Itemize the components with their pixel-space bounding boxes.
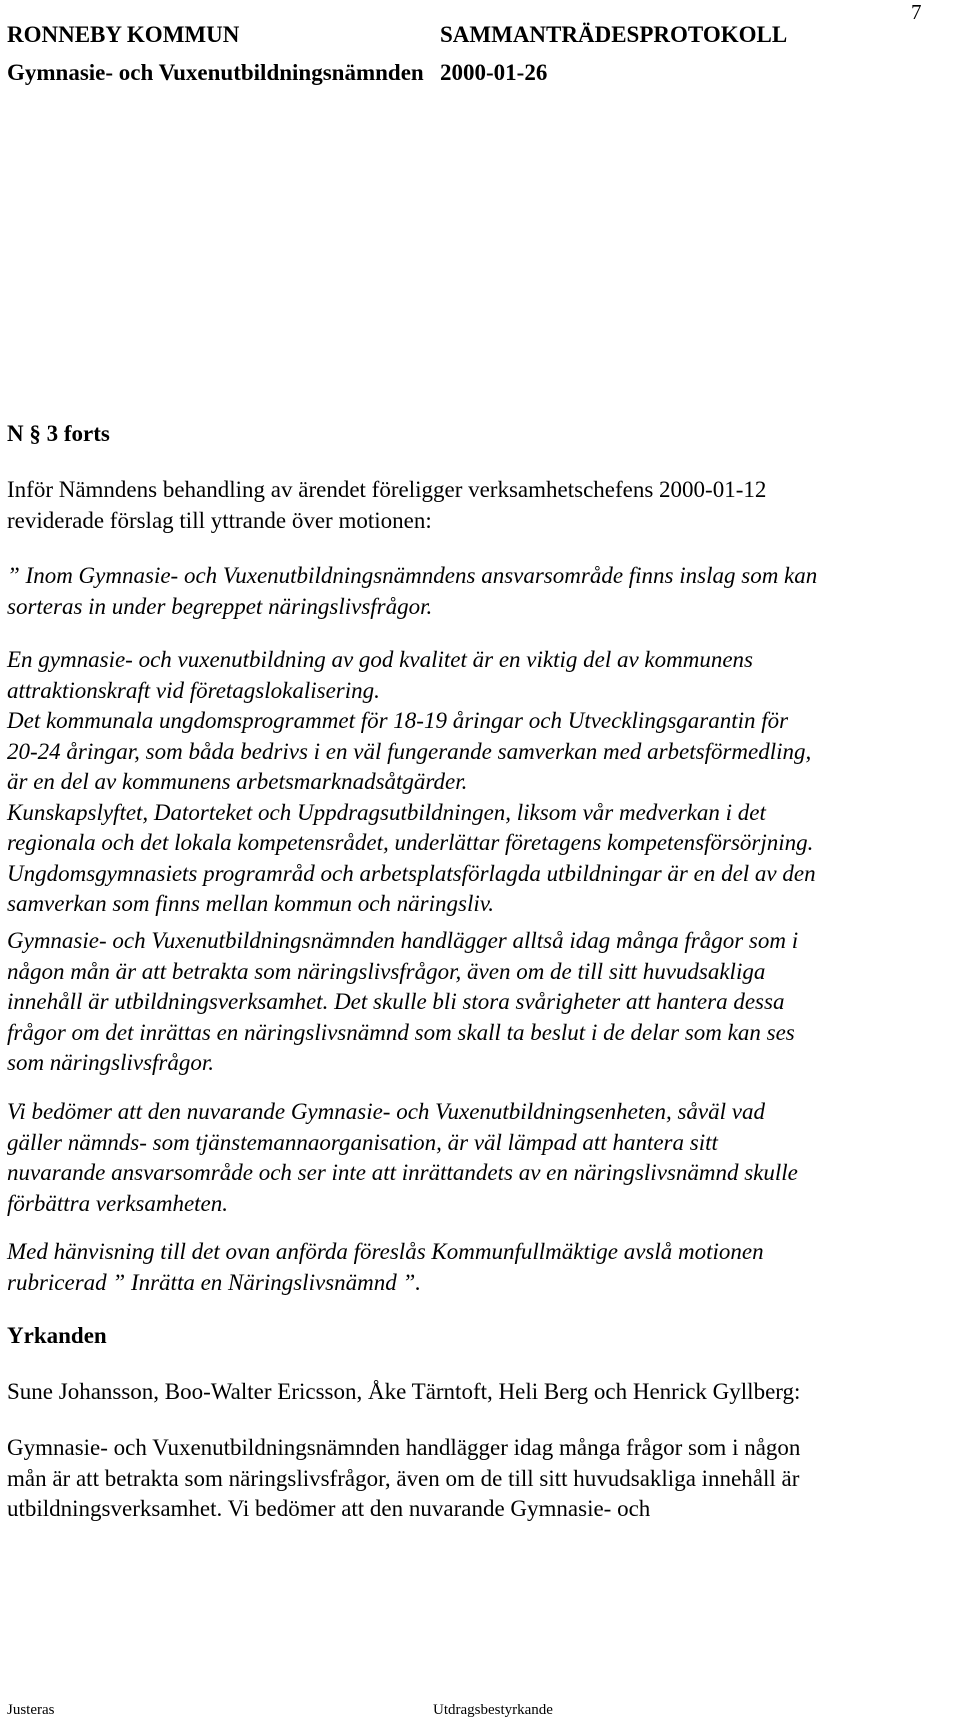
footer-justeras: Justeras [7, 1702, 55, 1718]
text-line: ” Inom Gymnasie- och Vuxenutbildningsnämndens ansvarsområde finns inslag som kan [7, 563, 818, 588]
quote-paragraph-2 [7, 645, 947, 920]
document-type: SAMMANTRÄDESPROTOKOLL [440, 22, 788, 47]
municipality-name: RONNEBY KOMMUN [7, 22, 240, 47]
text-line: som näringslivsfrågor. [7, 1050, 215, 1075]
text-line: samverkan som finns mellan kommun och näringsliv. [7, 891, 494, 916]
text-line: 20-24 åringar, som båda bedrivs i en väl fungerande samverkan med arbetsförmedling, [7, 738, 812, 764]
text-line: regionala och det lokala kompetensrådet, underlättar företagens kompetensförsörjning. [7, 830, 814, 855]
text-line: utbildningsverksamhet. Vi bedömer att den nuvarande Gymnasie- och [7, 1496, 651, 1521]
text-line: mån är att betrakta som näringslivsfrågor, även om de till sitt huvudsakliga innehåll är [7, 1465, 800, 1491]
text-line: attraktionskraft vid företagslokalisering. [7, 677, 380, 703]
text-line: Vi bedömer att den nuvarande Gymnasie- och Vuxenutbildningsenheten, såväl vad [7, 1099, 765, 1124]
text-line: Det kommunala ungdomsprogrammet för 18-19 åringar och Utvecklingsgarantin för [7, 708, 789, 733]
quote-paragraph-4 [7, 1097, 947, 1219]
text-line: Kunskapslyftet, Datorteket och Uppdragsutbildningen, liksom vår medverkan i det [7, 799, 766, 825]
quote-paragraph-5 [7, 1237, 947, 1298]
text-line: Gymnasie- och Vuxenutbildningsnämnden handlägger alltså idag många frågor som i [7, 928, 799, 953]
text-line: En gymnasie- och vuxenutbildning av god kvalitet är en viktig del av kommunens [7, 647, 754, 672]
text-line: Inför Nämndens behandling av ärendet föreligger verksamhetschefens 2000-01-12 [7, 477, 767, 502]
text-line: innehåll är utbildningsverksamhet. Det skulle bli stora svårigheter att hantera dessa [7, 989, 785, 1014]
text-line: reviderade förslag till yttrande över motionen: [7, 507, 432, 533]
yrkanden-heading: Yrkanden [7, 1323, 107, 1348]
intro-paragraph [7, 475, 947, 536]
page-number: 7 [911, 0, 922, 24]
quote-paragraph-1 [7, 561, 947, 622]
header-line-2 [7, 60, 548, 86]
header-line-1 [7, 22, 788, 48]
meeting-date: 2000-01-26 [440, 60, 548, 85]
quote-paragraph-3 [7, 926, 947, 1079]
text-line: nuvarande ansvarsområde och ser inte att inrättandets av en näringslivsnämnd skulle [7, 1160, 798, 1185]
text-line: Gymnasie- och Vuxenutbildningsnämnden handlägger idag många frågor som i någon [7, 1435, 801, 1460]
yrkanden-proposers: Sune Johansson, Boo-Walter Ericsson, Åke Tärntoft, Heli Berg och Henrick Gyllberg: [7, 1379, 801, 1404]
text-line: sorteras in under begreppet näringslivsfrågor. [7, 593, 433, 619]
text-line: frågor om det inrättas en näringslivsnämnd som skall ta beslut i de delar som kan ses [7, 1019, 795, 1045]
text-line: rubricerad ” Inrätta en Näringslivsnämnd ”. [7, 1269, 422, 1295]
text-line: förbättra verksamheten. [7, 1190, 229, 1216]
text-line: är en del av kommunens arbetsmarknadsåtgärder. [7, 769, 468, 794]
section-heading: N § 3 forts [7, 421, 110, 446]
footer-utdragsbestyrkande: Utdragsbestyrkande [433, 1702, 553, 1718]
text-line: Ungdomsgymnasiets programråd och arbetsplatsförlagda utbildningar är en del av den [7, 860, 816, 886]
text-line: någon mån är att betrakta som näringslivsfrågor, även om de till sitt huvudsakliga [7, 958, 766, 984]
yrkanden-text [7, 1433, 947, 1525]
board-name: Gymnasie- och Vuxenutbildningsnämnden [7, 60, 424, 85]
text-line: Med hänvisning till det ovan anförda föreslås Kommunfullmäktige avslå motionen [7, 1239, 764, 1264]
text-line: gäller nämnds- som tjänstemannaorganisation, är väl lämpad att hantera sitt [7, 1129, 718, 1155]
